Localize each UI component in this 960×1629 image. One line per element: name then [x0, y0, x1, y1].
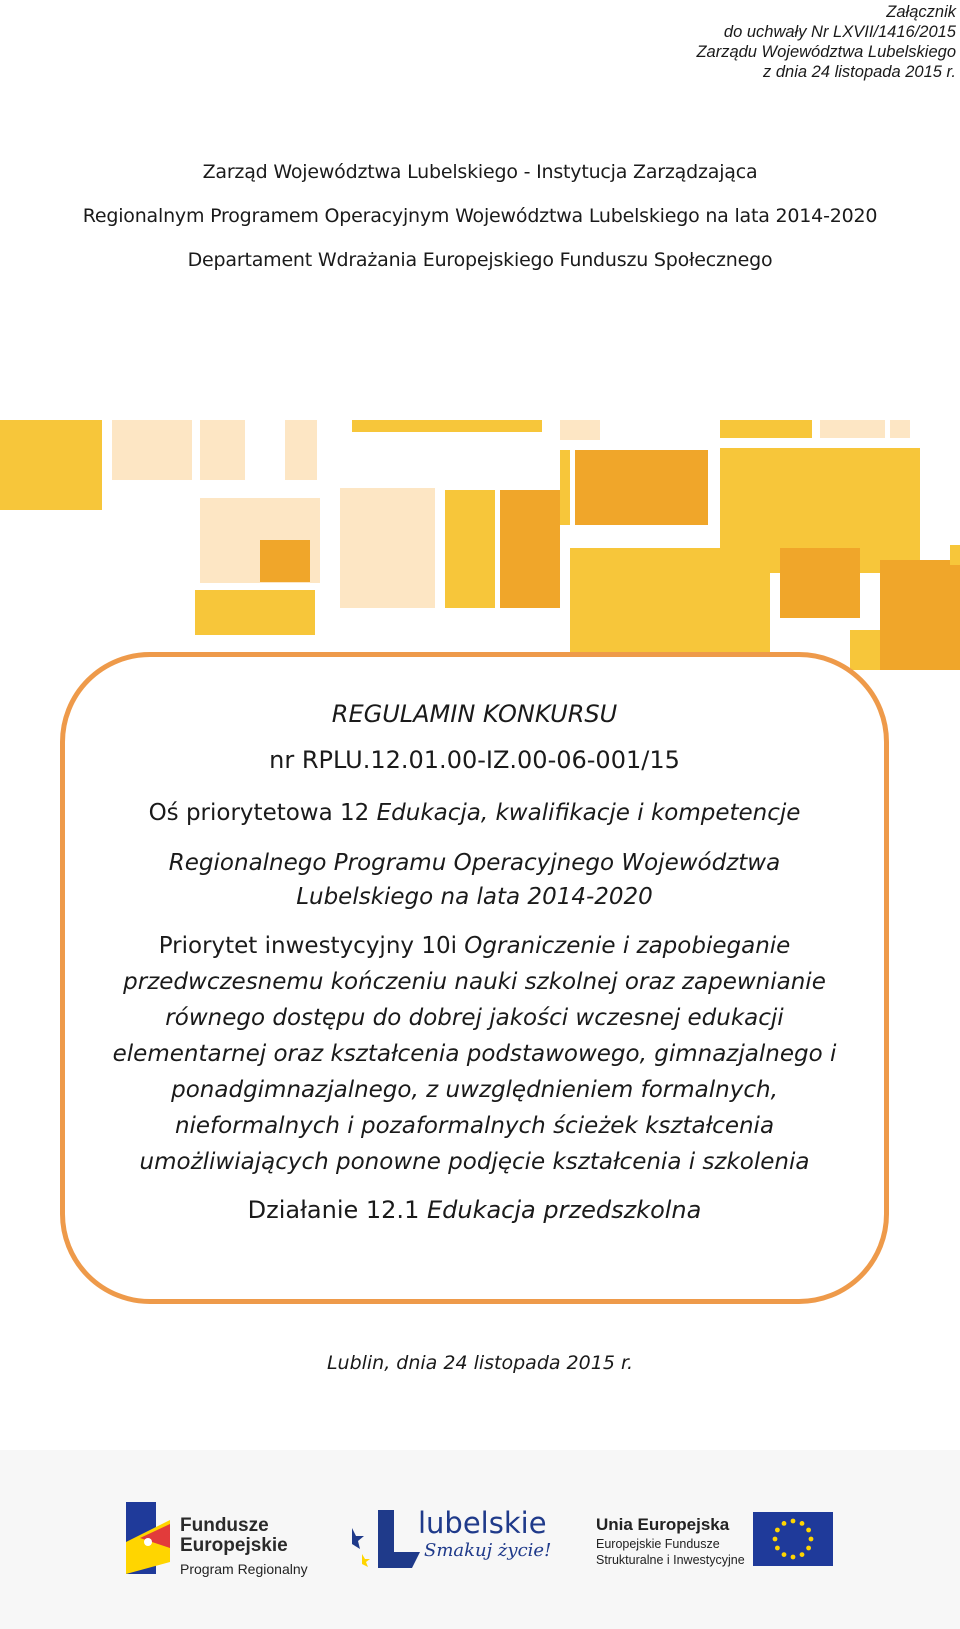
institution-header	[0, 150, 960, 282]
annex-line: Zarządu Województwa Lubelskiego	[696, 43, 956, 61]
deco-block	[445, 490, 495, 608]
decorative-blocks	[0, 420, 960, 670]
competition-number: nr RPLU.12.01.00-IZ.00-06-001/15	[269, 746, 680, 774]
annex-note	[536, 2, 956, 82]
deco-block	[112, 420, 192, 480]
deco-block	[720, 420, 812, 438]
axis-label: Oś priorytetowa 12	[148, 800, 377, 826]
logo-footer	[0, 1450, 960, 1629]
eu-line: Unia Europejska	[596, 1515, 730, 1534]
deco-block	[950, 545, 960, 565]
eu-logo-text	[596, 1514, 745, 1568]
deco-block	[352, 420, 542, 432]
fe-line: Europejskie	[180, 1535, 288, 1556]
deco-block	[820, 420, 885, 438]
deco-block	[560, 420, 600, 440]
lubelskie-slogan: Smakuj życie!	[424, 1540, 552, 1561]
deco-block	[200, 420, 245, 480]
fe-logo-text	[180, 1516, 308, 1578]
deco-block	[340, 488, 435, 608]
priority-axis	[60, 796, 889, 830]
annex-line: Załącznik	[886, 3, 956, 21]
investment-priority	[60, 928, 889, 1180]
deco-block	[0, 420, 102, 510]
axis-name: Edukacja, kwalifikacje i kompetencje	[376, 800, 801, 826]
deco-block	[575, 450, 708, 525]
eu-flag-icon	[753, 1512, 833, 1566]
deco-block	[195, 590, 315, 635]
annex-line: z dnia 24 listopada 2015 r.	[763, 63, 956, 81]
deco-block	[780, 548, 860, 618]
title-block	[60, 652, 889, 1228]
fe-line: Fundusze	[180, 1515, 269, 1536]
deco-block	[260, 540, 310, 582]
eu-line: Europejskie Fundusze	[596, 1537, 720, 1551]
deco-block	[560, 450, 570, 525]
deco-block	[285, 420, 317, 480]
lubelskie-name: lubelskie	[418, 1506, 547, 1540]
deco-block	[570, 548, 770, 658]
lubelskie-logo	[350, 1510, 420, 1572]
fundusze-europejskie-logo	[126, 1502, 170, 1574]
document-title: REGULAMIN KONKURSU	[331, 700, 618, 728]
deco-block	[890, 420, 910, 438]
header-line: Zarząd Województwa Lubelskiego - Instytucja Zarządzająca	[202, 161, 758, 183]
action-name: Edukacja przedszkolna	[426, 1196, 702, 1224]
annex-line: do uchwały Nr LXVII/1416/2015	[723, 23, 956, 41]
header-line: Regionalnym Programem Operacyjnym Województwa Lubelskiego na lata 2014-2020	[82, 205, 878, 227]
deco-block	[880, 560, 960, 670]
lubelskie-logo-text	[418, 1506, 551, 1561]
deco-block	[500, 490, 560, 608]
action	[60, 1192, 889, 1228]
eu-line: Strukturalne i Inwestycyjne	[596, 1553, 745, 1567]
priority-text: Ograniczenie i zapobieganie przedwczesnemu kończeniu nauki szkolnej oraz zapewnianie równego dostępu do dobrej jakości wczesnej edukacji elementarnej oraz kształcenia podstawowego, gimnazjalnego i ponadgimnazjalnego, z uwzględnieniem formalnych, nieformalnych i pozaformalnych ścieżek kształcenia umożliwiających ponowne podjęcie kształcenia i szkolenia	[112, 933, 837, 1175]
priority-label: Priorytet inwestycyjny 10i	[158, 933, 465, 959]
action-label: Działanie 12.1	[247, 1196, 427, 1224]
header-line: Departament Wdrażania Europejskiego Funduszu Społecznego	[187, 249, 773, 271]
fe-line: Program Regionalny	[180, 1561, 308, 1577]
program-name: Regionalnego Programu Operacyjnego Województwa Lubelskiego na lata 2014-2020	[168, 850, 781, 910]
place-date: Lublin, dnia 24 listopada 2015 r.	[326, 1352, 634, 1374]
